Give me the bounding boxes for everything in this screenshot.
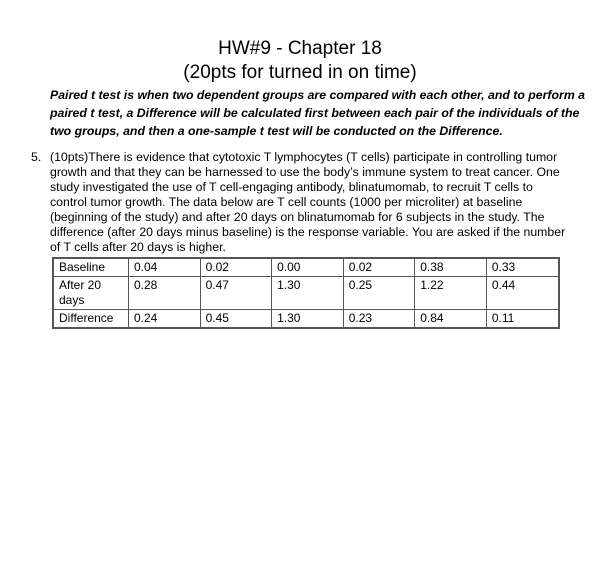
page-subtitle: (20pts for turned in on time) — [183, 62, 417, 83]
table-cell: 0.47 — [200, 277, 272, 310]
t-cell-data-table — [52, 257, 560, 329]
note-line: two groups, and then a one-sample t test will be conducted on the Difference. — [50, 124, 503, 138]
question-line: control tumor growth. The data below are T cell counts (1000 per microliter) at baseline — [50, 195, 523, 209]
table-row-difference — [53, 310, 559, 329]
table-row-baseline — [53, 258, 559, 277]
table-cell: 1.22 — [415, 277, 487, 310]
question-line: study investigated the use of T cell-engaging antibody, blinatumomab, to recruit T cells to — [50, 180, 533, 194]
table-row-after-20-days — [53, 277, 559, 310]
question-line: (beginning of the study) and after 20 days on blinatumomab for 6 subjects in the study. The — [50, 210, 545, 224]
table-cell: 0.25 — [343, 277, 415, 310]
note-line: Paired t test is when two dependent groups are compared with each other, and to perform a — [50, 88, 586, 102]
table-cell: 0.84 — [415, 310, 487, 329]
question-line: difference (after 20 days minus baseline) is the response variable. You are asked if the number — [50, 225, 566, 239]
table-cell: 0.28 — [129, 277, 201, 310]
table-cell: 0.23 — [343, 310, 415, 329]
table-cell: 0.02 — [343, 258, 415, 277]
question-line: (10pts)There is evidence that cytotoxic T lymphocytes (T cells) participate in controlling tumor — [50, 150, 558, 164]
paired-t-test-note — [50, 86, 585, 140]
table-cell: 0.45 — [200, 310, 272, 329]
table-cell: 0.44 — [486, 277, 559, 310]
table-cell: 0.11 — [486, 310, 559, 329]
note-line: paired t test, a Difference will be calculated first between each pair of the individuals of the — [50, 106, 580, 120]
table-cell: 0.00 — [272, 258, 344, 277]
row-header: After 20 days — [53, 277, 129, 310]
page-title: HW#9 - Chapter 18 — [218, 38, 382, 59]
question-line: growth and that they can be harnessed to use the body’s immune system to treat cancer. One — [50, 165, 560, 179]
table-cell: 0.38 — [415, 258, 487, 277]
table-cell: 0.02 — [200, 258, 272, 277]
question-number: 5. — [31, 150, 42, 164]
table-cell: 0.24 — [129, 310, 201, 329]
table-cell: 1.30 — [272, 310, 344, 329]
row-header: Difference — [53, 310, 129, 329]
question-text — [50, 150, 565, 255]
table-cell: 0.04 — [129, 258, 201, 277]
table-cell: 1.30 — [272, 277, 344, 310]
row-header: Baseline — [53, 258, 129, 277]
table-cell: 0.33 — [486, 258, 559, 277]
question-line: of T cells after 20 days is higher. — [50, 240, 226, 254]
